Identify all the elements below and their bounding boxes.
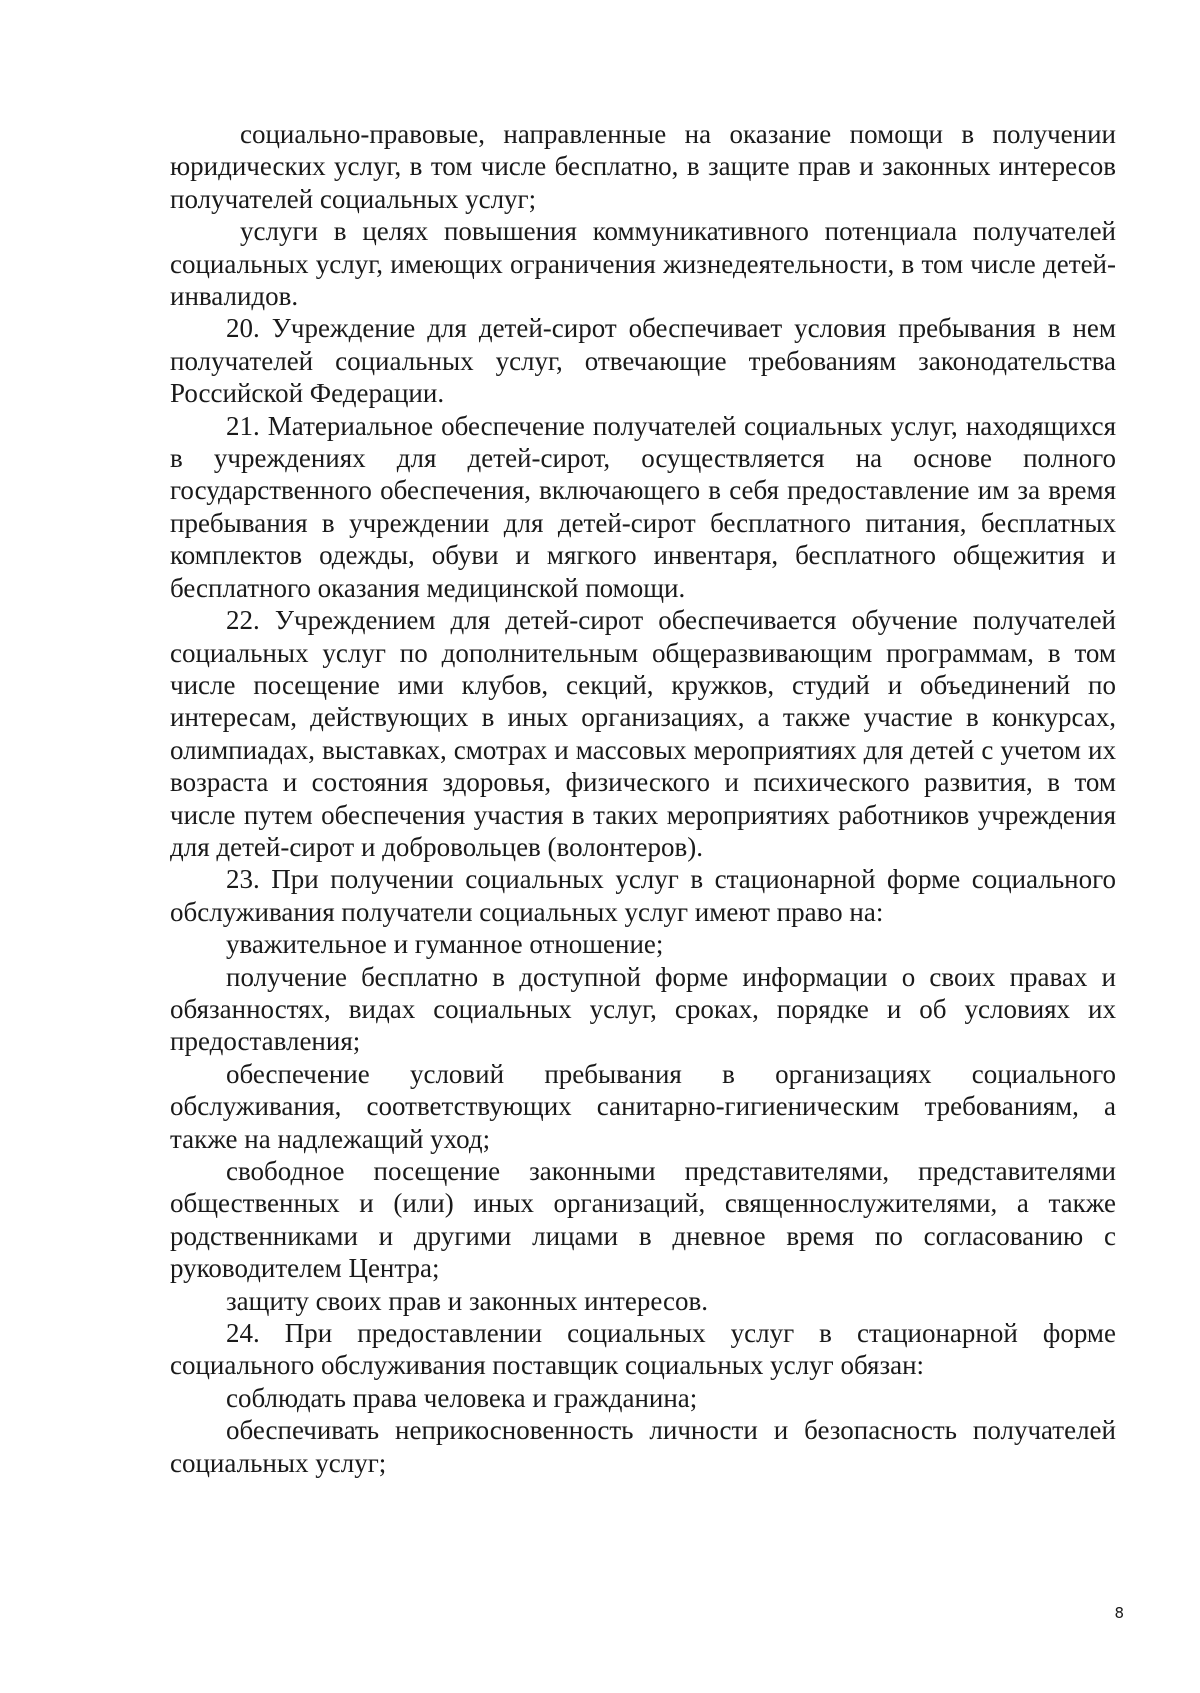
paragraph-personal-safety: обеспечивать неприкосновенность личности и безопасность получателей социальных услуг; xyxy=(170,1415,1116,1478)
paragraph-rights-protection: защиту своих прав и законных интересов. xyxy=(226,1285,708,1316)
paragraph-item-21: 21. Материальное обеспечение получателей социальных услуг, находящихся в учреждениях для детей-сирот, осуществляется на основе полного государственного обеспечения, включающего в себя предоставление им за время пребывания в учреждении для детей-сирот бесплатного питания, бесплатных комплектов одежды, обуви и мягкого инвентаря, бесплатного общежития и бесплатного оказания медицинской помощи. xyxy=(170,410,1116,603)
paragraph-item-22: 22. Учреждением для детей-сирот обеспечивается обучение получателей социальных услуг по дополнительным общеразвивающим программам, в том числе посещение ими клубов, секций, кружков, студий и объединений по интересам, действующих в иных организациях, а также участие в конкурсах, олимпиадах, выставках, смотрах и массовых мероприятиях для детей с учетом их возраста и состояния здоровья, физического и психического развития, в том числе путем обеспечения участия в таких мероприятиях работников учреждения для детей-сирот и добровольцев (волонтеров). xyxy=(170,605,1116,862)
paragraph-respectful-treatment: уважительное и гуманное отношение; xyxy=(226,929,664,960)
paragraph-item-23: 23. При получении социальных услуг в стационарной форме социального обслуживания получатели социальных услуг имеют право на: xyxy=(170,864,1116,927)
paragraph-social-legal: социально-правовые, направленные на оказание помощи в получении юридических услуг, в том числе бесплатно, в защите прав и законных интересов получателей социальных услуг; xyxy=(170,119,1116,214)
paragraph-free-information: получение бесплатно в доступной форме информации о своих правах и обязанностях, видах социальных услуг, сроках, порядке и об условиях их предоставления; xyxy=(170,961,1116,1057)
page-number: 8 xyxy=(1114,1604,1124,1622)
paragraph-human-rights: соблюдать права человека и гражданина; xyxy=(226,1382,698,1413)
paragraph-free-visits: свободное посещение законными представителями, представителями общественных и (или) иных организаций, священнослужителями, а также родственниками и другими лицами в дневное время по согласованию с руководителем Центра; xyxy=(170,1156,1116,1284)
paragraph-item-24: 24. При предоставлении социальных услуг в стационарной форме социального обслуживания поставщик социальных услуг обязан: xyxy=(170,1318,1116,1381)
paragraph-living-conditions: обеспечение условий пребывания в организациях социального обслуживания, соответствующих санитарно-гигиеническим требованиям, а также на надлежащий уход; xyxy=(170,1058,1116,1154)
document-body xyxy=(170,118,1116,1479)
paragraph-communicative-services: услуги в целях повышения коммуникативного потенциала получателей социальных услуг, имеющих ограничения жизнедеятельности, в том числе детей-инвалидов. xyxy=(170,216,1116,312)
paragraph-item-20: 20. Учреждение для детей-сирот обеспечивает условия пребывания в нем получателей социальных услуг, отвечающие требованиям законодательства Российской Федерации. xyxy=(170,313,1116,409)
